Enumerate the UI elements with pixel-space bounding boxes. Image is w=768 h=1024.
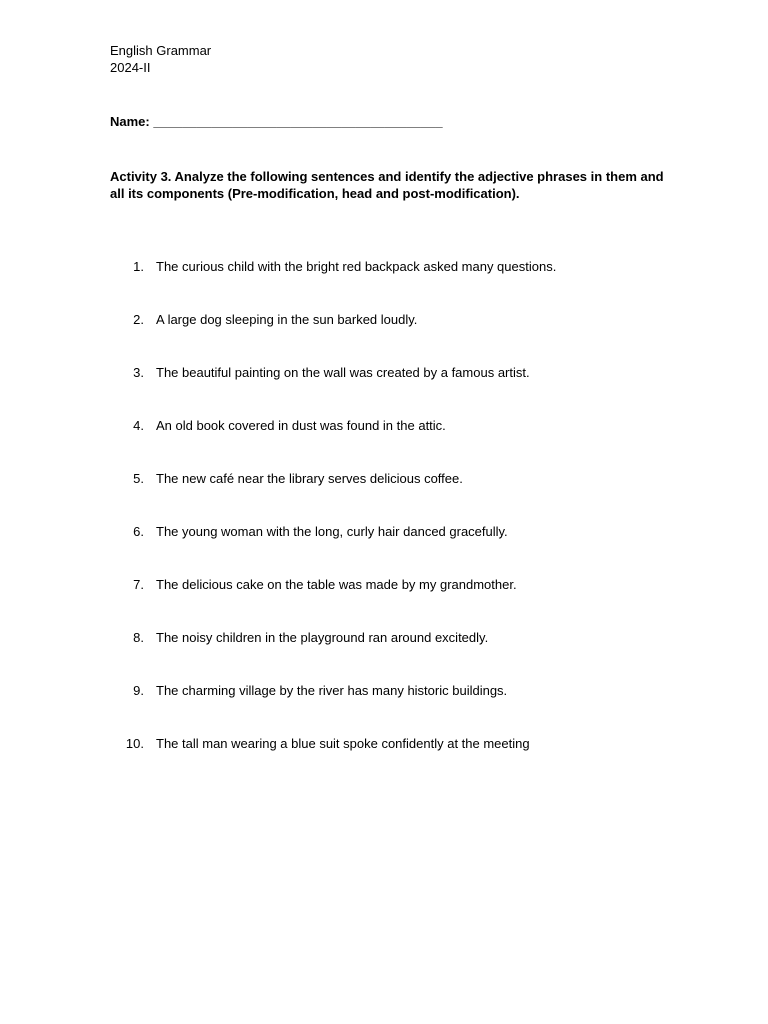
list-item-text: The delicious cake on the table was made by my grandmother.	[156, 577, 517, 592]
document-header	[110, 42, 211, 76]
list-item	[110, 417, 710, 470]
list-item-text: An old book covered in dust was found in the attic.	[156, 418, 446, 433]
list-item-number: 9.	[133, 683, 144, 698]
list-item	[110, 523, 710, 576]
list-item-text: The young woman with the long, curly hair danced gracefully.	[156, 524, 508, 539]
list-item-text: The charming village by the river has many historic buildings.	[156, 683, 508, 698]
list-item	[110, 682, 710, 735]
list-item-number: 5.	[133, 471, 144, 486]
list-item-number: 4.	[133, 418, 144, 433]
name-field: Name: ________________________________________	[110, 114, 443, 129]
activity-instructions: Activity 3. Analyze the following sentences and identify the adjective phrases in them and all its components (Pre-modification, head and post-modification).	[110, 169, 664, 201]
term-label: 2024-II	[110, 60, 151, 75]
list-item-text: The tall man wearing a blue suit spoke confidently at the meeting	[156, 736, 530, 751]
list-item-number: 6.	[133, 524, 144, 539]
list-item-text: The noisy children in the playground ran around excitedly.	[156, 630, 489, 645]
list-item-number: 3.	[133, 365, 144, 380]
list-item	[110, 311, 710, 364]
list-item-text: The curious child with the bright red backpack asked many questions.	[156, 259, 557, 274]
list-item-text: The beautiful painting on the wall was created by a famous artist.	[156, 365, 530, 380]
list-item	[110, 629, 710, 682]
list-item	[110, 258, 710, 311]
list-item-text: The new café near the library serves delicious coffee.	[156, 471, 463, 486]
list-item	[110, 576, 710, 629]
list-item-text: A large dog sleeping in the sun barked loudly.	[156, 312, 418, 327]
list-item	[110, 470, 710, 523]
list-item-number: 8.	[133, 630, 144, 645]
course-title: English Grammar	[110, 43, 212, 58]
list-item-number: 2.	[133, 312, 144, 327]
list-item	[110, 364, 710, 417]
sentence-list	[110, 258, 710, 788]
list-item-number: 1.	[133, 259, 144, 274]
list-item-number: 7.	[133, 577, 144, 592]
list-item	[110, 735, 710, 788]
list-item-number: 10.	[125, 736, 144, 751]
